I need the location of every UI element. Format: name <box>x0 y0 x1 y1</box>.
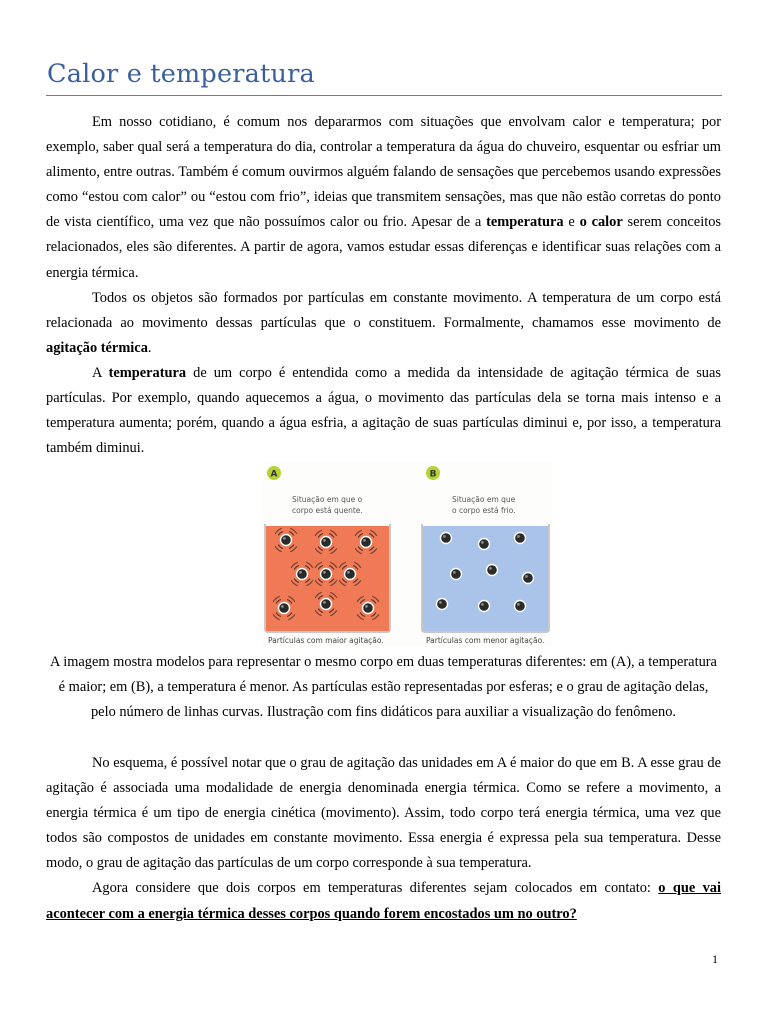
page-title: Calor e temperatura <box>47 59 315 89</box>
paragraph-5 <box>46 876 721 926</box>
particle <box>441 533 452 544</box>
paragraph-4 <box>46 751 721 876</box>
paragraph-3 <box>46 361 721 461</box>
paragraph-1 <box>46 110 721 286</box>
text-segment: e <box>563 214 580 231</box>
panel-b-situation-line2: o corpo está frio. <box>452 506 516 515</box>
panel-a-situation-line1: Situação em que o <box>292 495 363 504</box>
figure-caption <box>46 650 721 725</box>
bold-term: temperatura <box>108 364 187 381</box>
agitation-illustration <box>262 462 552 647</box>
text-segment: A <box>92 364 109 381</box>
text-segment: serem conceitos relacionados, eles são diferentes. A partir de agora, vamos estudar essas diferenças e identificar suas relações com a energia térmica. <box>46 214 721 281</box>
particle <box>479 539 490 550</box>
panel-b-caption: Partículas com menor agitação. <box>426 636 545 645</box>
particle <box>515 533 526 544</box>
text-segment: . <box>147 339 152 356</box>
particle <box>437 599 448 610</box>
text-segment: Agora considere que dois corpos em temperaturas diferentes sejam colocados em contato: <box>92 880 659 897</box>
paragraph-2 <box>46 286 721 361</box>
panel-a-letter: A <box>270 469 278 480</box>
particle <box>515 601 526 612</box>
particle <box>479 601 490 612</box>
explanation-text <box>46 751 721 927</box>
title-divider <box>46 95 722 96</box>
page-number: 1 <box>712 952 718 966</box>
bold-term: o calor <box>579 214 623 231</box>
particle <box>487 565 498 576</box>
bold-term: temperatura <box>486 214 564 231</box>
caption-text: A imagem mostra modelos para representar o mesmo corpo em duas temperaturas diferentes: em (A), a temperatura é maior; em (B), a temperatura é menor. As partículas estão representadas por esferas; e o grau de agitação delas, pelo número de linhas curvas. Ilustração com fins didáticos para auxiliar a visualização do fenômeno. <box>50 654 717 721</box>
text-segment: de um corpo é entendida como a medida da intensidade de agitação térmica de suas partículas. Por exemplo, quando aquecemos a água, o movimento das partículas dela se torna mais intenso e a temperatura aumenta; porém, quando a água esfria, a agitação de suas partículas diminui e, por isso, a temperatura também diminui. <box>46 364 721 457</box>
text-segment: Em nosso cotidiano, é comum nos depararmos com situações que envolvam calor e temperatura; por exemplo, saber qual será a temperatura do dia, controlar a temperatura da água do chuveiro, esquentar ou esfriar um alimento, entre outras. Também é comum ouvirmos alguém falando de sensações que percebemos usando expressões como “estou com calor” ou “estou com frio”, ideias que transmitem sensações, mas que não estão corretas do ponto de vista científico, uma vez que não possuímos calor ou frio. Apesar de a <box>46 114 721 231</box>
text-segment: No esquema, é possível notar que o grau de agitação das unidades em A é maior do que em B. A esse grau de agitação é associada uma modalidade de energia denominada energia térmica. Como se refere a movimento, a energia térmica é um tipo de energia cinética (movimento). Assim, todo corpo terá energia térmica, uma vez que todos são compostos de unidades em constante movimento. Essa energia é expressa pela sua temperatura. Desse modo, o grau de agitação das partículas de um corpo corresponde à sua temperatura. <box>46 755 721 872</box>
particle <box>451 569 462 580</box>
bold-term: agitação térmica <box>46 339 148 356</box>
key-question: o que vai acontecer com a energia térmica desses corpos quando forem encostados um no outro? <box>46 880 721 922</box>
particle <box>523 573 534 584</box>
panel-a-situation-line2: corpo está quente. <box>292 506 363 515</box>
panel-b-situation-line1: Situação em que <box>452 495 516 504</box>
panel-b-letter: B <box>429 469 437 480</box>
text-segment: Todos os objetos são formados por partículas em constante movimento. A temperatura de um corpo está relacionada ao movimento dessas partículas que o constituem. Formalmente, chamamos esse movimento de <box>46 289 721 331</box>
panel-a-caption: Partículas com maior agitação. <box>268 636 384 645</box>
intro-text <box>46 110 721 461</box>
